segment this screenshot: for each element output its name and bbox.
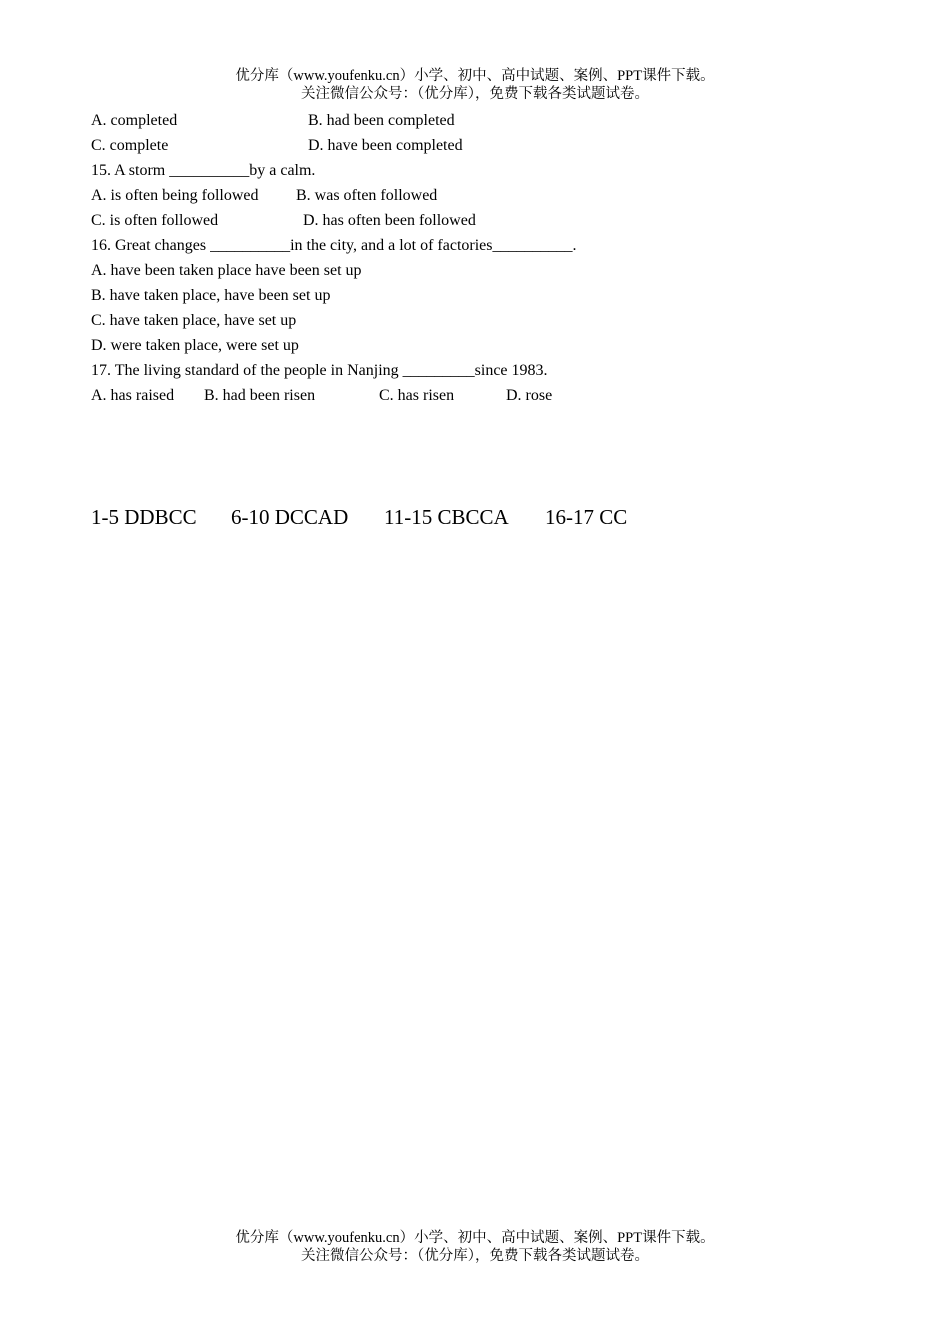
q16-option-d: D. were taken place, were set up [91,337,299,354]
q15-option-b: B. was often followed [296,187,438,204]
q17-option-c: C. has risen [379,387,455,404]
q15-option-a: A. is often being followed [91,187,259,204]
footer-line-1: 优分库（www.youfenku.cn）小学、初中、高中试题、案例、PPT课件下载。 [235,1230,715,1246]
q16-option-c: C. have taken place, have set up [91,312,297,329]
answer-group-11-15: 11-15 CBCCA [384,505,509,529]
page-footer [0,1229,950,1265]
q14-option-d: D. have been completed [308,137,463,154]
q15-stem: 15. A storm __________by a calm. [91,162,316,179]
q14-option-b: B. had been completed [308,112,455,129]
q14-option-c: C. complete [91,137,169,154]
q16-stem: 16. Great changes __________in the city, and a lot of factories__________. [91,237,577,254]
q14-option-a: A. completed [91,112,178,129]
answer-group-6-10: 6-10 DCCAD [231,505,349,529]
page-header [0,67,950,103]
header-line-1: 优分库（www.youfenku.cn）小学、初中、高中试题、案例、PPT课件下载。 [235,68,715,84]
footer-line-2: 关注微信公众号：（优分库），免费下载各类试题试卷。 [301,1248,649,1264]
q16-option-a: A. have been taken place have been set up [91,262,362,279]
answer-group-16-17: 16-17 CC [545,505,628,529]
q17-option-a: A. has raised [91,387,175,404]
q15-option-c: C. is often followed [91,212,219,229]
q17-stem: 17. The living standard of the people in Nanjing _________since 1983. [91,362,548,379]
header-line-2: 关注微信公众号：（优分库），免费下载各类试题试卷。 [301,86,649,102]
answer-group-1-5: 1-5 DDBCC [91,505,197,529]
q16-option-b: B. have taken place, have been set up [91,287,331,304]
q15-option-d: D. has often been followed [303,212,476,229]
q17-option-d: D. rose [506,387,553,404]
q17-option-b: B. had been risen [204,387,316,404]
